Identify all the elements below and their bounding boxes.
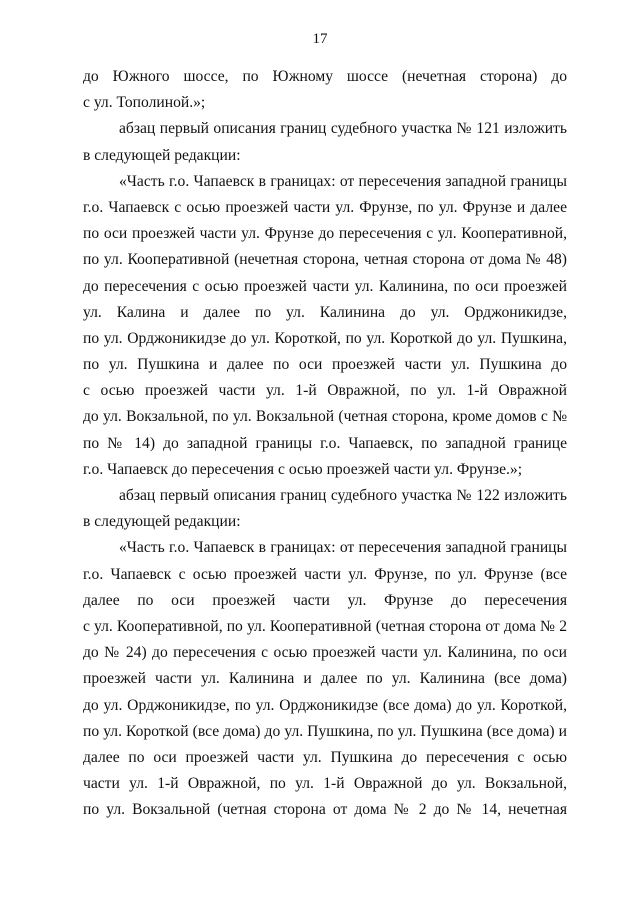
paragraph-continuation [83, 64, 567, 116]
text-line: далее по оси проезжей части ул. Пушкина до пересечения с осью [83, 748, 567, 766]
text-line: по № 14) до западной границы г.о. Чапаевск, по западной границе [83, 434, 567, 452]
paragraph-amendment-122 [83, 483, 567, 535]
text-line: с осью проезжей части ул. 1-й Овражной, по ул. 1-й Овражной [83, 382, 567, 400]
text-line: до № 24) до пересечения с осью проезжей части ул. Калинина, по оси [83, 644, 567, 662]
text-line: части ул. 1-й Овражной, по ул. 1-й Овражной до ул. Вокзальной, [83, 775, 567, 793]
text-line: далее по оси проезжей части ул. Фрунзе до пересечения [83, 591, 567, 609]
text-line: «Часть г.о. Чапаевск в границах: от пересечения западной границы [119, 172, 567, 190]
text-line: по ул. Вокзальной (четная сторона от дома № 2 до № 14, нечетная [83, 801, 567, 819]
document-body [83, 64, 567, 823]
text-line: до ул. Вокзальной, по ул. Вокзальной (четная сторона, кроме домов с № [83, 408, 567, 426]
text-line: с ул. Кооперативной, по ул. Кооперативной (четная сторона от дома № 2 [83, 617, 567, 635]
text-line: с ул. Тополиной.»; [83, 94, 206, 112]
text-line: по ул. Кооперативной (нечетная сторона, четная сторона от дома № 48) [83, 251, 567, 269]
text-line: в следующей редакции: [83, 513, 241, 531]
text-line: по ул. Орджоникидзе до ул. Короткой, по ул. Короткой до ул. Пушкина, [83, 329, 567, 347]
text-line: «Часть г.о. Чапаевск в границах: от пересечения западной границы [119, 539, 567, 557]
page-number: 17 [312, 31, 328, 47]
text-line: г.о. Чапаевск с осью проезжей части ул. Фрунзе, по ул. Фрунзе (все [83, 565, 567, 583]
paragraph-amendment-121 [83, 116, 567, 168]
text-line: до ул. Орджоникидзе, по ул. Орджоникидзе (все дома) до ул. Короткой, [83, 696, 567, 714]
paragraph-boundary-122 [83, 535, 567, 823]
text-line: до пересечения с осью проезжей части ул. Калинина, по оси проезжей [83, 277, 567, 295]
text-line: ул. Калина и далее по ул. Калинина до ул. Орджоникидзе, [83, 303, 567, 321]
text-line: в следующей редакции: [83, 146, 241, 164]
text-line: проезжей части ул. Калинина и далее по ул. Калинина (все дома) [83, 670, 567, 688]
text-line: абзац первый описания границ судебного участка № 121 изложить [119, 120, 567, 138]
text-line: по ул. Пушкина и далее по оси проезжей части ул. Пушкина до [83, 356, 567, 374]
text-line: абзац первый описания границ судебного участка № 122 изложить [119, 487, 567, 504]
text-line: до Южного шоссе, по Южному шоссе (нечетная сторона) до [83, 68, 567, 85]
paragraph-boundary-121 [83, 169, 567, 483]
text-line: по оси проезжей части ул. Фрунзе до пересечения с ул. Кооперативной, [83, 225, 567, 243]
text-line: г.о. Чапаевск до пересечения с осью проезжей части ул. Фрунзе.»; [83, 460, 523, 478]
text-line: г.о. Чапаевск с осью проезжей части ул. Фрунзе, по ул. Фрунзе и далее [83, 198, 567, 216]
text-line: по ул. Короткой (все дома) до ул. Пушкина, по ул. Пушкина (все дома) и [83, 722, 567, 740]
